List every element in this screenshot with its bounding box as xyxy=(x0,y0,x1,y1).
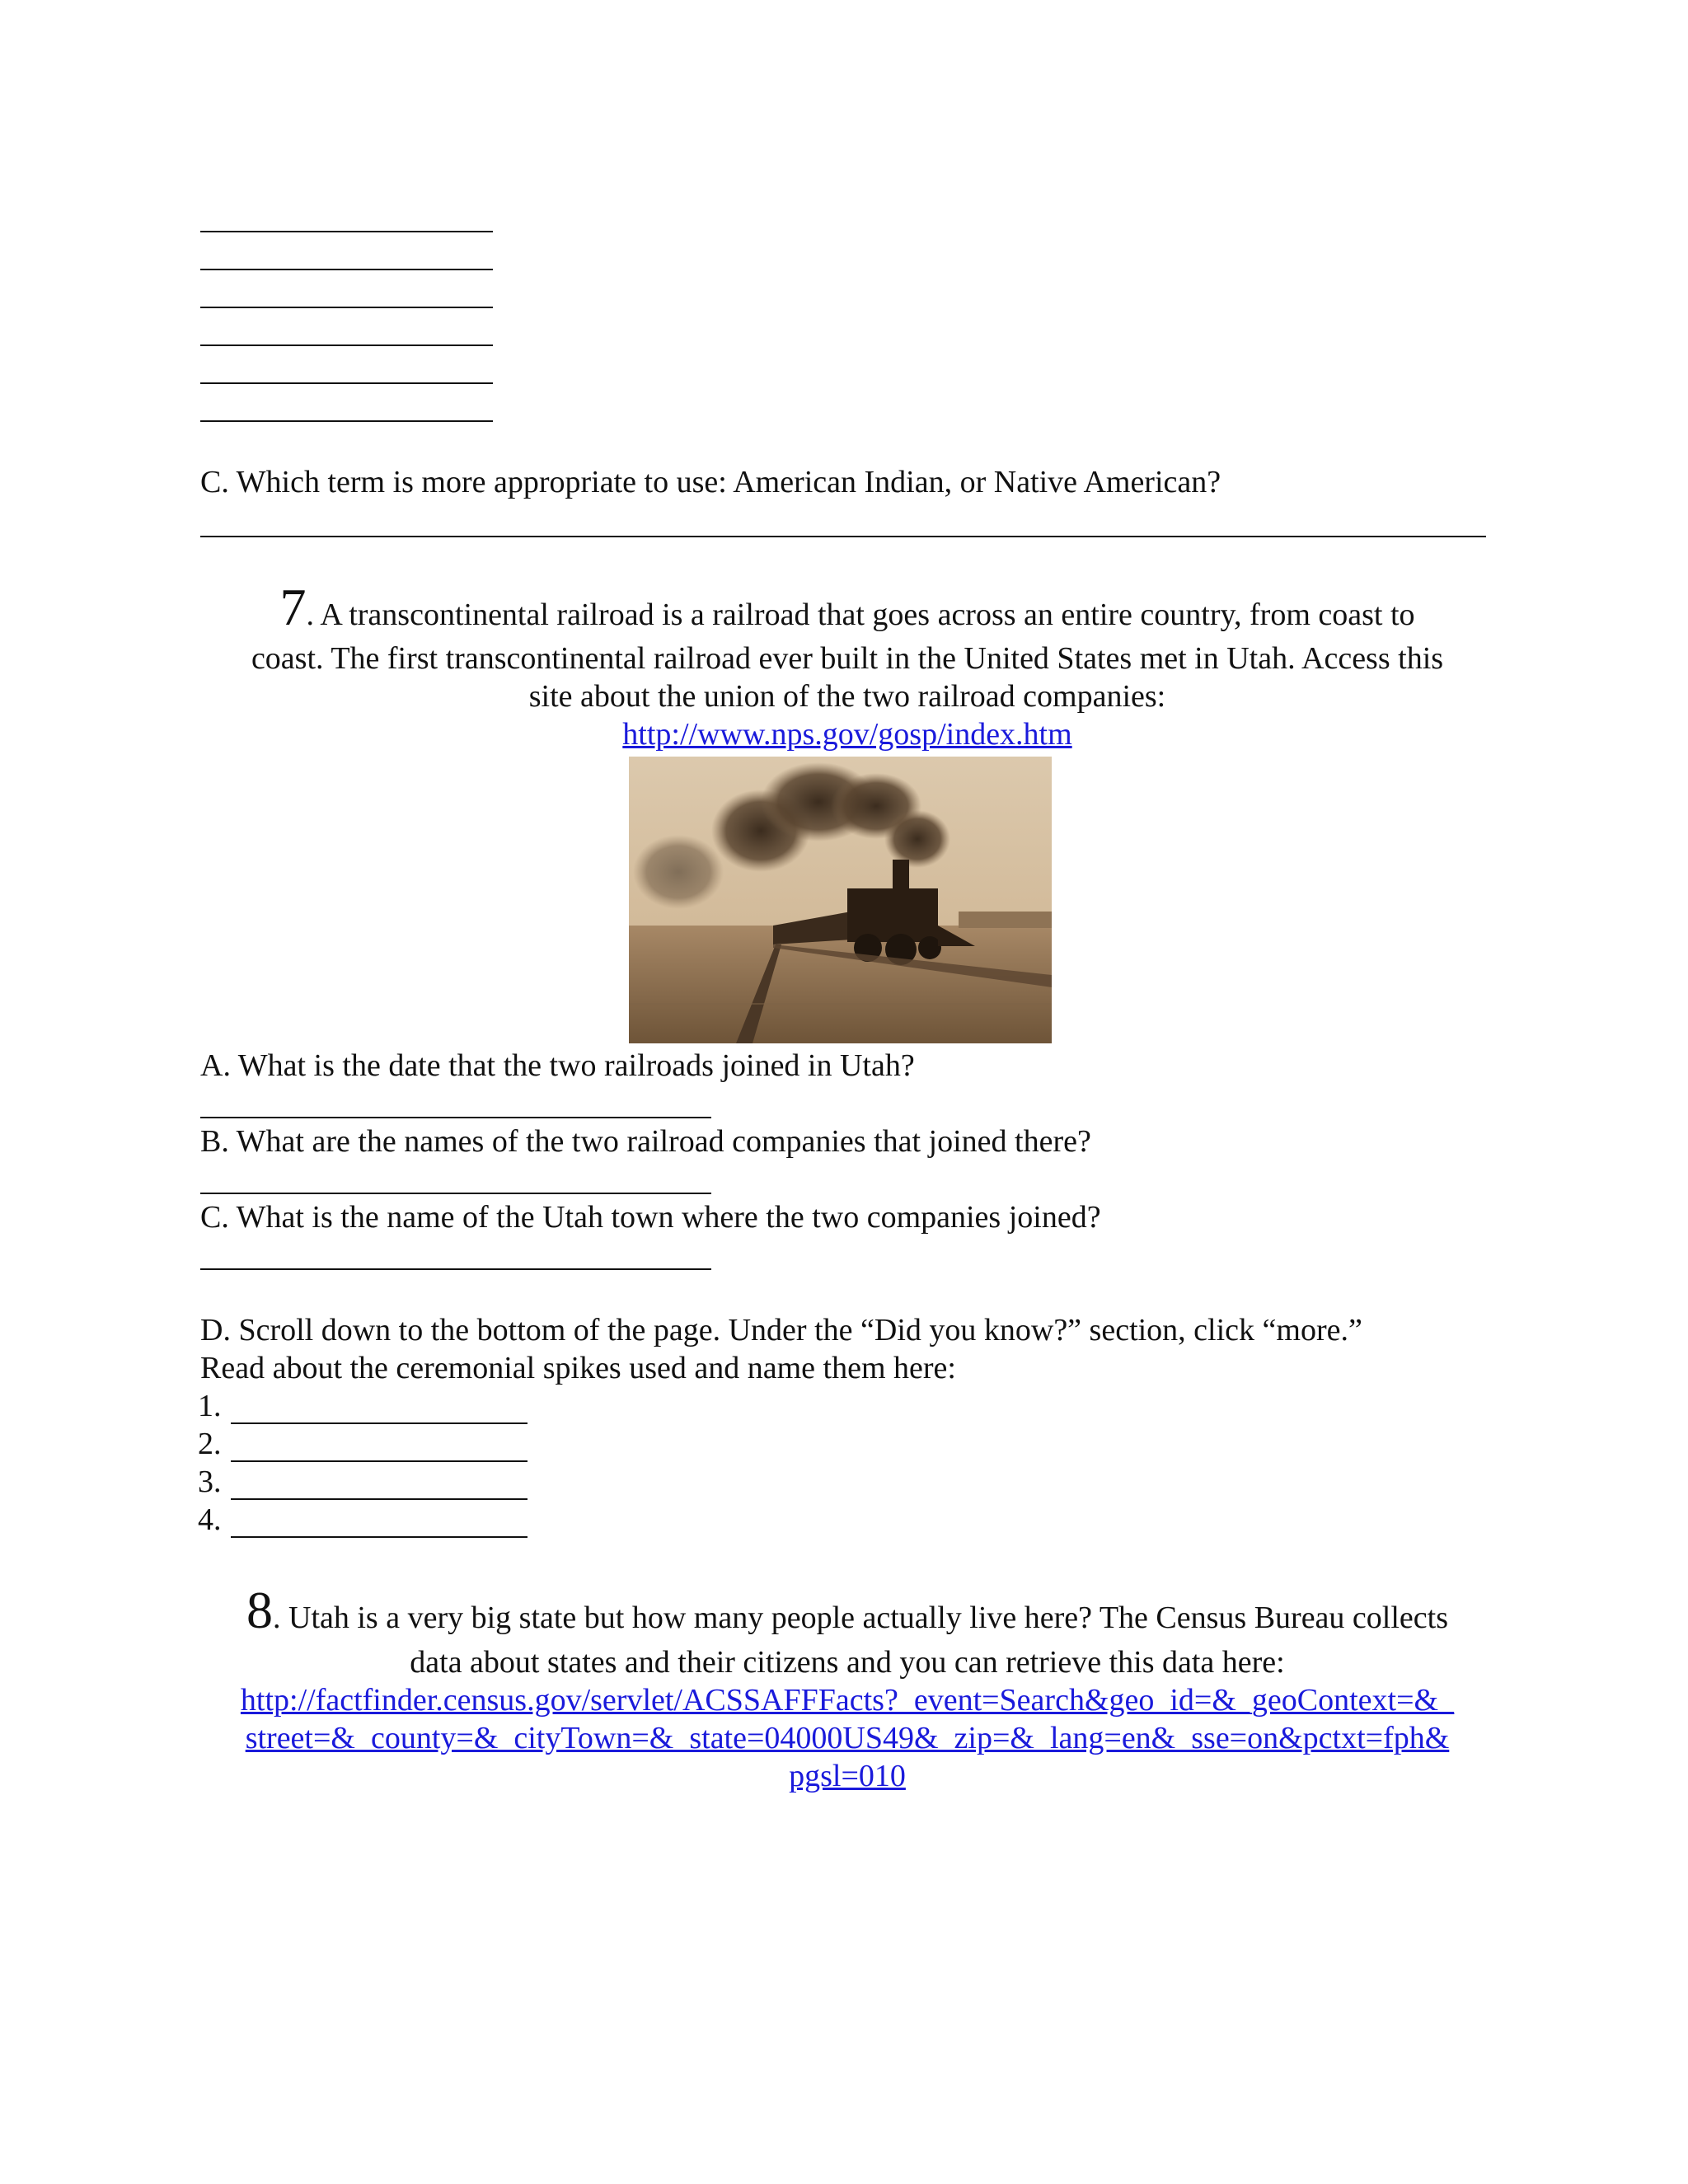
answer-blank-6c[interactable] xyxy=(200,536,1486,537)
question-7-link-wrap xyxy=(200,715,1494,753)
steam-locomotive-image xyxy=(629,757,1052,1043)
answer-blank-7c[interactable] xyxy=(200,1268,711,1270)
list-item-number: 4. xyxy=(198,1502,222,1537)
question-7-intro-line1 xyxy=(200,578,1494,636)
answer-blank-spike[interactable] xyxy=(231,1536,528,1538)
question-8-intro-line1 xyxy=(200,1581,1494,1639)
census-link-line2-wrap xyxy=(200,1719,1494,1757)
answer-blank[interactable] xyxy=(200,231,493,232)
question-8-intro-text: . Utah is a very big state but how many people actually live here? The Census Bureau collects xyxy=(273,1601,1448,1635)
census-link-line2[interactable]: street=&_county=&_cityTown=&_state=04000US49&_zip=&_lang=en&_sse=on&pctxt=fph& xyxy=(245,1721,1450,1755)
answer-blank[interactable] xyxy=(200,269,493,270)
answer-blank-7a[interactable] xyxy=(200,1117,711,1118)
list-item-number: 2. xyxy=(198,1427,222,1461)
question-7d-line1: D. Scroll down to the bottom of the page. Under the “Did you know?” section, click “more.” xyxy=(200,1313,1362,1347)
census-link-line1-wrap xyxy=(200,1681,1494,1719)
answer-blank[interactable] xyxy=(200,344,493,346)
question-6c: C. Which term is more appropriate to use: American Indian, or Native American? xyxy=(200,465,1221,499)
question-7d-line2: Read about the ceremonial spikes used and name them here: xyxy=(200,1351,956,1385)
list-item-number: 1. xyxy=(198,1389,222,1423)
question-7-intro-line3: site about the union of the two railroad companies: xyxy=(528,679,1166,714)
nps-link[interactable]: http://www.nps.gov/gosp/index.htm xyxy=(622,717,1072,752)
question-7-number: 7 xyxy=(279,578,307,636)
answer-blank[interactable] xyxy=(200,382,493,384)
answer-blank[interactable] xyxy=(200,307,493,308)
answer-blank-spike[interactable] xyxy=(231,1460,528,1462)
question-7a: A. What is the date that the two railroads joined in Utah? xyxy=(200,1048,915,1083)
question-8-number: 8 xyxy=(246,1581,273,1639)
question-7b: B. What are the names of the two railroad companies that joined there? xyxy=(200,1124,1091,1159)
census-link-line3[interactable]: pgsl=010 xyxy=(789,1759,906,1793)
answer-blank-spike[interactable] xyxy=(231,1422,528,1424)
census-link-line3-wrap xyxy=(200,1757,1494,1795)
question-7c: C. What is the name of the Utah town where the two companies joined? xyxy=(200,1200,1101,1235)
question-7-intro-line2: coast. The first transcontinental railroad ever built in the United States met in Utah. Access this xyxy=(251,641,1444,676)
answer-blank[interactable] xyxy=(200,420,493,422)
train-photo xyxy=(629,757,1052,1043)
answer-blank-spike[interactable] xyxy=(231,1498,528,1500)
census-link-line1[interactable]: http://factfinder.census.gov/servlet/ACSSAFFFacts?_event=Search&geo_id=&_geoContext=&_ xyxy=(240,1683,1455,1718)
answer-blank-7b[interactable] xyxy=(200,1193,711,1194)
question-8-intro-line2: data about states and their citizens and you can retrieve this data here: xyxy=(410,1645,1285,1680)
list-item-number: 3. xyxy=(198,1465,222,1499)
question-7-intro-text: . A transcontinental railroad is a railroad that goes across an entire country, from coast to xyxy=(306,598,1415,632)
